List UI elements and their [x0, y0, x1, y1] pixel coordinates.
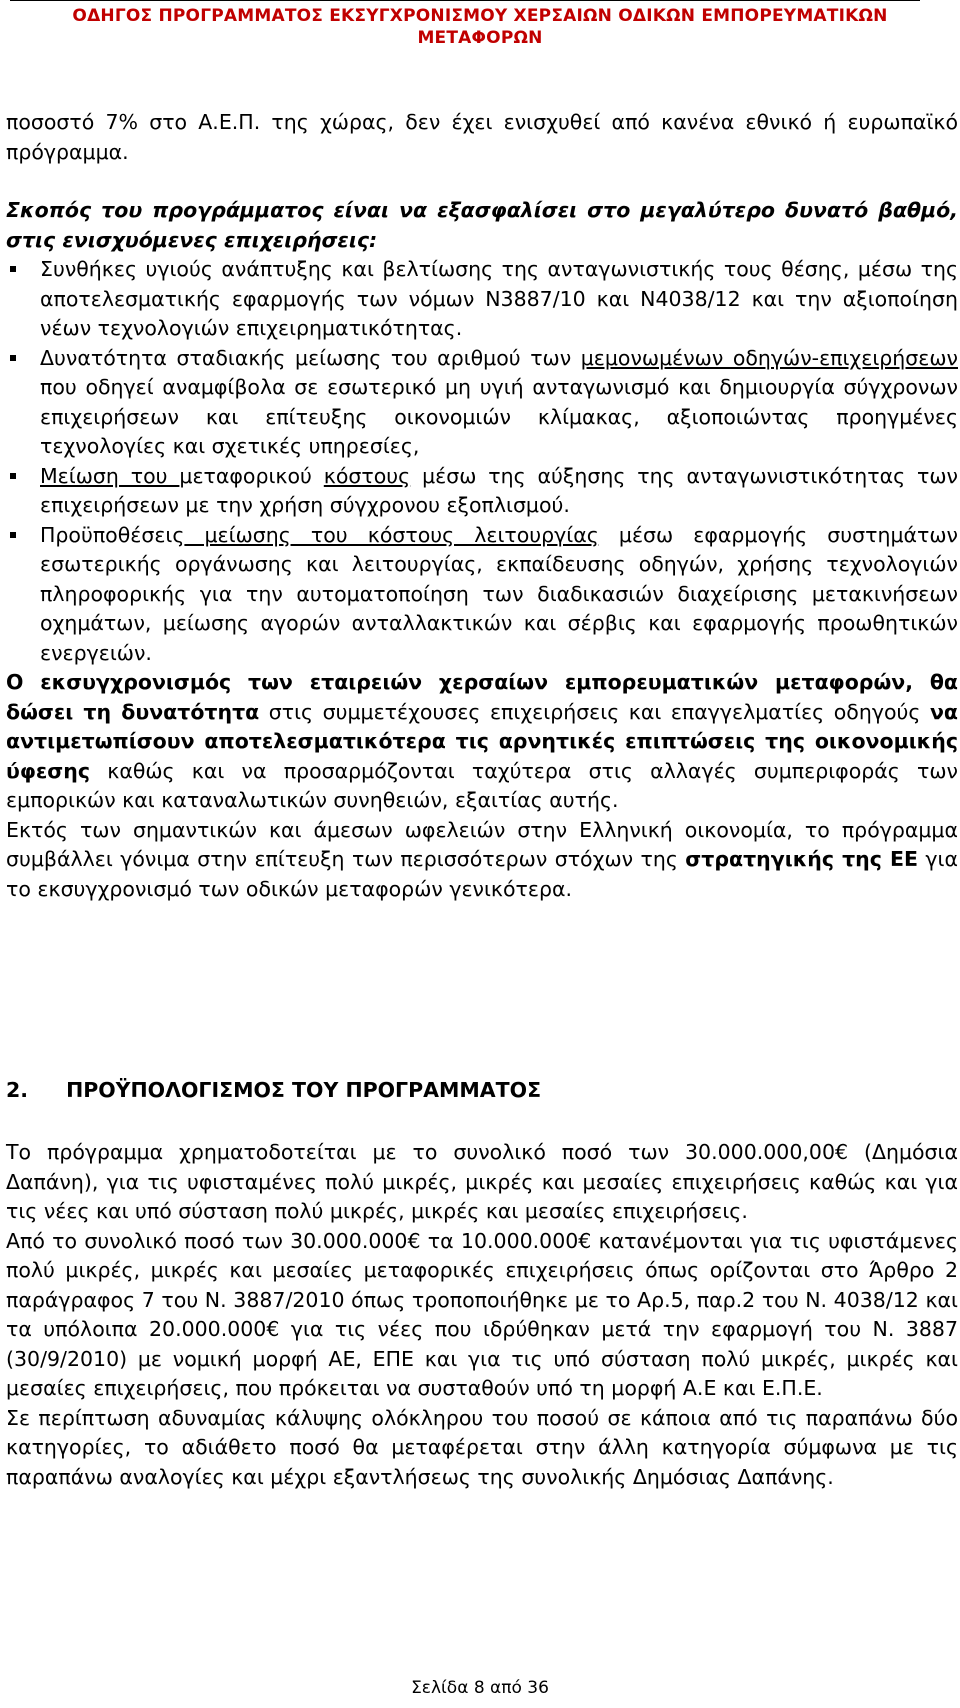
section-heading — [6, 1076, 958, 1106]
page-number: Σελίδα 8 από 36 — [411, 1678, 549, 1698]
goal-item-3-underlined-2: κόστους — [323, 463, 411, 488]
benefits-paragraph — [6, 816, 958, 905]
goal-item-1-text: Συνθήκες υγιούς ανάπτυξης και βελτίωσης της ανταγωνιστικής τους θέσης, μέσω της αποτελεσματικής εφαρμογής των νόμων Ν3887/10 και Ν4038/12 και την αξιοποίηση νέων τεχνολογιών επιχειρηματικότητας. — [40, 257, 958, 340]
budget-block — [6, 1138, 958, 1492]
goal-item-2-underlined: μεμονωμένων οδηγών-επιχειρήσεων — [580, 345, 958, 370]
header-line-2: ΜΕΤΑΦΟΡΩΝ — [417, 28, 543, 48]
intro-paragraph: ποσοστό 7% στο Α.Ε.Π. της χώρας, δεν έχει ενισχυθεί από κανένα εθνικό ή ευρωπαϊκό πρόγραμμα. — [6, 110, 958, 164]
goal-item-4-text-b: μέσω εφαρμογής συστημάτων εσωτερικής οργάνωσης και λειτουργίας, εκπαίδευσης οδηγών, χρήσης τεχνολογιών πληροφορικής για την αυτοματοποίηση των διαδικασιών διαχείρισης μετακινήσεων οχημάτων, μείωσης αγορών ανταλλακτικών και σέρβις και εφαρμογής προωθητικών ενεργειών. — [40, 522, 958, 665]
budget-paragraph-2: Από το συνολικό ποσό των 30.000.000€ τα 10.000.000€ κατανέμονται για τις υφιστάμενες πολύ μικρές, μικρές και μεσαίες μεταφορικές επιχειρήσεις όπως ορίζονται στο Άρθρο 2 παράγραφος 7 του Ν. 3887/2010 όπως τροποποιήθηκε με το Αρ.5, παρ.2 του Ν. 4038/12 και τα υπόλοιπα 20.000.000€ για τις νέες που ιδρύθηκαν μετά την εφαρμογή του Ν. 3887 (30/9/2010) με νομική μορφή ΑΕ, ΕΠΕ και για τις υπό σύσταση πολύ μικρές, μικρές και μεσαίες επιχειρήσεις, που πρόκειται να συσταθούν υπό τη μορφή Α.Ε και Ε.Π.Ε. — [6, 1228, 958, 1400]
modernization-bold-2: να αντιμετωπίσουν αποτελεσματικότερα τις αρνητικές επιπτώσεις της οικονομικής ύφεσης — [6, 699, 958, 783]
goal-item-2-text-b: που οδηγεί αναμφίβολα σε εσωτερικό μη υγιή ανταγωνισμό και δημιουργία σύγχρονων επιχειρήσεων και επίτευξης οικονομιών κλίμακας, αξιοποιώντας προηγμένες τεχνολογίες και σχετικές υπηρεσίες, — [40, 375, 958, 458]
header-rule — [10, 0, 920, 1]
modernization-bold-1: Ο εκσυγχρονισμός των εταιρειών χερσαίων εμπορευματικών μεταφορών, θα δώσει τη δυνατότητα — [6, 670, 958, 724]
budget-paragraph-3: Σε περίπτωση αδυναμίας κάλυψης ολόκληρου του ποσού σε κάποια από τις παραπάνω δύο κατηγορίες, το αδιάθετο ποσό θα μεταφέρεται στην άλλη κατηγορία σύμφωνα με τις παραπάνω αναλογίες και μέχρι εξαντλήσεως της συνολικής Δημόσιας Δαπάνης. — [6, 1405, 958, 1489]
goal-item-2 — [40, 344, 958, 462]
goal-item-2-text-a: Δυνατότητα σταδιακής μείωσης του αριθμού των — [40, 345, 581, 370]
goal-heading: Σκοπός του προγράμματος είναι να εξασφαλίσει στο μεγαλύτερο δυνατό βαθμό, στις ενισχυόμενες επιχειρήσεις: — [6, 198, 958, 252]
header-line-1: ΟΔΗΓΟΣ ΠΡΟΓΡΑΜΜΑΤΟΣ ΕΚΣΥΓΧΡΟΝΙΣΜΟΥ ΧΕΡΣΑΙΩΝ ΟΔΙΚΩΝ ΕΜΠΟΡΕΥΜΑΤΙΚΩΝ — [72, 6, 888, 26]
goal-item-4 — [40, 521, 958, 669]
body-block-1 — [6, 108, 958, 904]
modernization-text-2: καθώς και να προσαρμόζονται ταχύτερα στις αλλαγές συμπεριφοράς των εμπορικών και καταναλωτικών συνηθειών, εξαιτίας αυτής. — [6, 758, 958, 812]
benefits-text-2: για το εκσυγχρονισμό των οδικών μεταφορών γενικότερα. — [6, 847, 958, 901]
benefits-text-1: Εκτός των σημαντικών και άμεσων ωφελειών στην Ελληνική οικονομία, το πρόγραμμα συμβάλλει γόνιμα στην επίτευξη των περισσότερων στόχων της — [6, 817, 958, 871]
goal-item-3-text-a: μεταφορικού — [179, 463, 324, 488]
section-title: ΠΡΟΫΠΟΛΟΓΙΣΜΟΣ ΤΟΥ ΠΡΟΓΡΑΜΜΑΤΟΣ — [66, 1078, 542, 1102]
goal-item-4-underlined: μείωσης του κόστους λειτουργίας — [184, 522, 599, 547]
goal-item-3-underlined-1: Μείωση του — [40, 463, 180, 488]
modernization-text-1: στις συμμετέχουσες επιχειρήσεις και επαγγελματίες οδηγούς — [259, 699, 930, 724]
goal-item-4-text-a: Προϋποθέσεις — [40, 522, 185, 547]
goal-item-1 — [40, 255, 958, 344]
modernization-paragraph — [6, 668, 958, 816]
goals-list — [6, 255, 958, 668]
section-number: 2. — [6, 1078, 29, 1102]
budget-paragraph-1: Το πρόγραμμα χρηματοδοτείται με το συνολικό ποσό των 30.000.000,00€ (Δημόσια Δαπάνη), για τις υφισταμένες πολύ μικρές, μικρές και μεσαίες επιχειρήσεις καθώς και για τις νέες και υπό σύσταση πολύ μικρές, μικρές και μεσαίες επιχειρήσεις. — [6, 1140, 958, 1223]
goal-item-3-text-b: μέσω της αύξησης της ανταγωνιστικότητας των επιχειρήσεων με την χρήση σύγχρονου εξοπλισμού. — [40, 463, 959, 517]
goal-item-3 — [40, 462, 958, 521]
benefits-bold: στρατηγικής της ΕΕ — [685, 847, 918, 871]
